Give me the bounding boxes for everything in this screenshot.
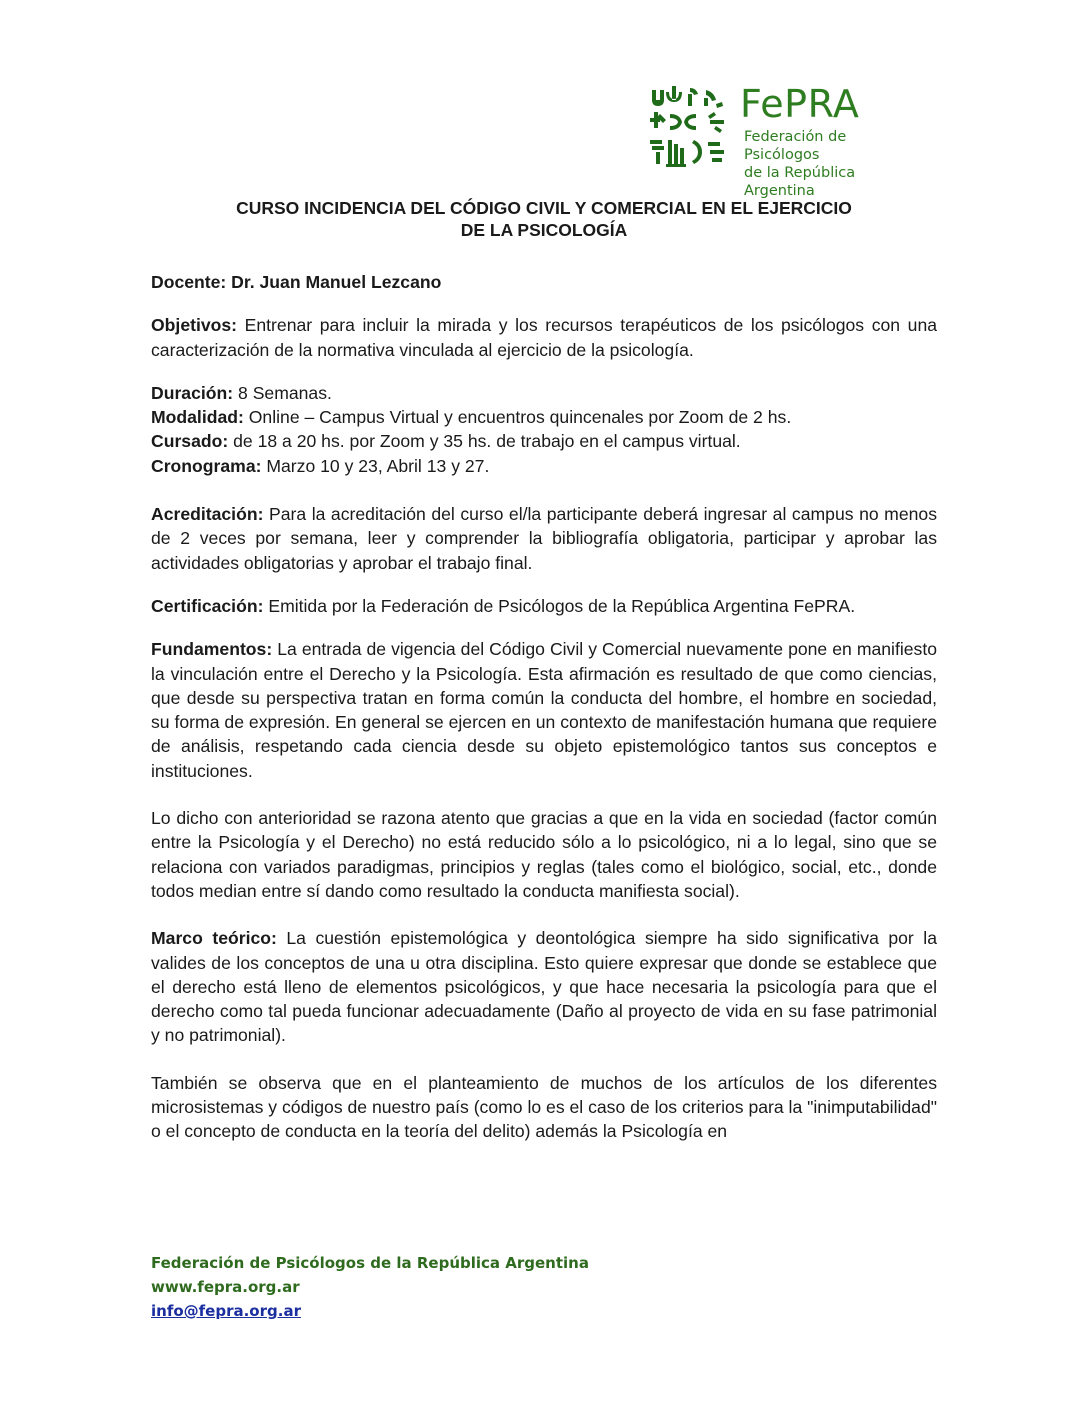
certificacion-text: Emitida por la Federación de Psicólogos de la República Argentina FePRA. [268,595,856,616]
course-title-line-1: CURSO INCIDENCIA DEL CÓDIGO CIVIL Y COMERCIAL EN EL EJERCICIO [236,198,852,218]
modalidad-text: Online – Campus Virtual y encuentros quincenales por Zoom de 2 hs. [248,407,792,428]
logo-subtitle-line-2: de la República Argentina [744,165,856,199]
footer-email-link[interactable]: info@fepra.org.ar [151,1302,301,1320]
cronograma-line [151,454,937,478]
fundamentos-text: La entrada de vigencia del Código Civil y Comercial nuevamente pone en manifiesto la vinculación entre el Derecho y la Psicología. Esta afirmación es resultado de que como ciencias, que desde su perspectiva tratan en forma común la conducta del hombre, el hombre en sociedad, su forma de expresión. En general se ejercen en un contexto de manifestación humana que requiere de análisis, respetando cada ciencia desde su objeto epistemológico tantos sus conceptos e instituciones. [151,639,937,781]
acreditacion-paragraph [151,502,937,575]
objetivos-label: Objetivos: [151,315,238,336]
footer [151,1251,589,1323]
course-title [150,197,938,241]
logo-name: FePRA [740,82,860,126]
marco-teorico-text: La cuestión epistemológica y deontológica siempre ha sido significativa por la valides de los conceptos de una u otra disciplina. Esto quiere expresar que donde se establece que el derecho está lleno de elementos psicológicos, y que hace necesaria la psicología para que el derecho como tal pueda funcionar adecuadamente (Daño al proyecto de vida en su fase patrimonial y no patrimonial). [151,928,937,1046]
tambien-paragraph: También se observa que en el planteamiento de muchos de los artículos de los diferentes microsistemas y códigos de nuestro país (como lo es el caso de los criterios para la "inimputabilidad" o el concepto de conducta en la teoría del delito) además la Psicología en [151,1072,937,1142]
objetivos-paragraph [151,313,937,362]
fundamentos-paragraph [151,637,937,783]
duracion-label: Duración: [151,382,234,403]
cursado-label: Cursado: [151,431,229,452]
course-title-line-2: DE LA PSICOLOGÍA [460,220,628,240]
duracion-text: 8 Semanas. [238,382,332,403]
logo-subtitle-line-1: Federación de Psicólogos [744,129,847,163]
docente-label: Docente: Dr. Juan Manuel Lezcano [151,272,442,292]
acreditacion-label: Acreditación: [151,504,264,525]
fundamentos-label: Fundamentos: [151,639,273,660]
marco-teorico-paragraph [151,926,937,1047]
marco-teorico-label: Marco teórico: [151,928,277,949]
document-body [151,270,937,1144]
certificacion-paragraph [151,594,937,618]
duracion-line [151,381,937,405]
cursado-text: de 18 a 20 hs. por Zoom y 35 hs. de trabajo en el campus virtual. [233,431,741,452]
cursado-line [151,429,937,453]
logo-subtitle [744,128,926,200]
cronograma-label: Cronograma: [151,455,262,476]
certificacion-label: Certificación: [151,595,264,616]
fepra-emblem-icon [646,84,732,170]
anterioridad-paragraph: Lo dicho con anterioridad se razona atento que gracias a que en la vida en sociedad (factor común entre la Psicología y el Derecho) no está reducido sólo a lo psicológico, ni a lo legal, sino que se relaciona con variados paradigmas, principios y reglas (tales como el biológico, social, etc., donde todos median entre sí dando como resultado la conducta manifiesta social). [151,808,937,901]
footer-website[interactable]: www.fepra.org.ar [151,1278,300,1296]
modalidad-line [151,405,937,429]
footer-org-name: Federación de Psicólogos de la República Argentina [151,1254,589,1272]
fepra-logo [646,82,926,199]
cronograma-text: Marzo 10 y 23, Abril 13 y 27. [266,455,490,476]
objetivos-text: Entrenar para incluir la mirada y los recursos terapéuticos de los psicólogos con una caracterización de la normativa vinculada al ejercicio de la psicología. [151,315,938,360]
docente-line [151,270,937,294]
acreditacion-text: Para la acreditación del curso el/la participante deberá ingresar al campus no menos de 2 veces por semana, leer y comprender la bibliografía obligatoria, participar y aprobar las actividades obligatorias y aprobar el trabajo final. [151,504,937,573]
modalidad-label: Modalidad: [151,407,244,428]
